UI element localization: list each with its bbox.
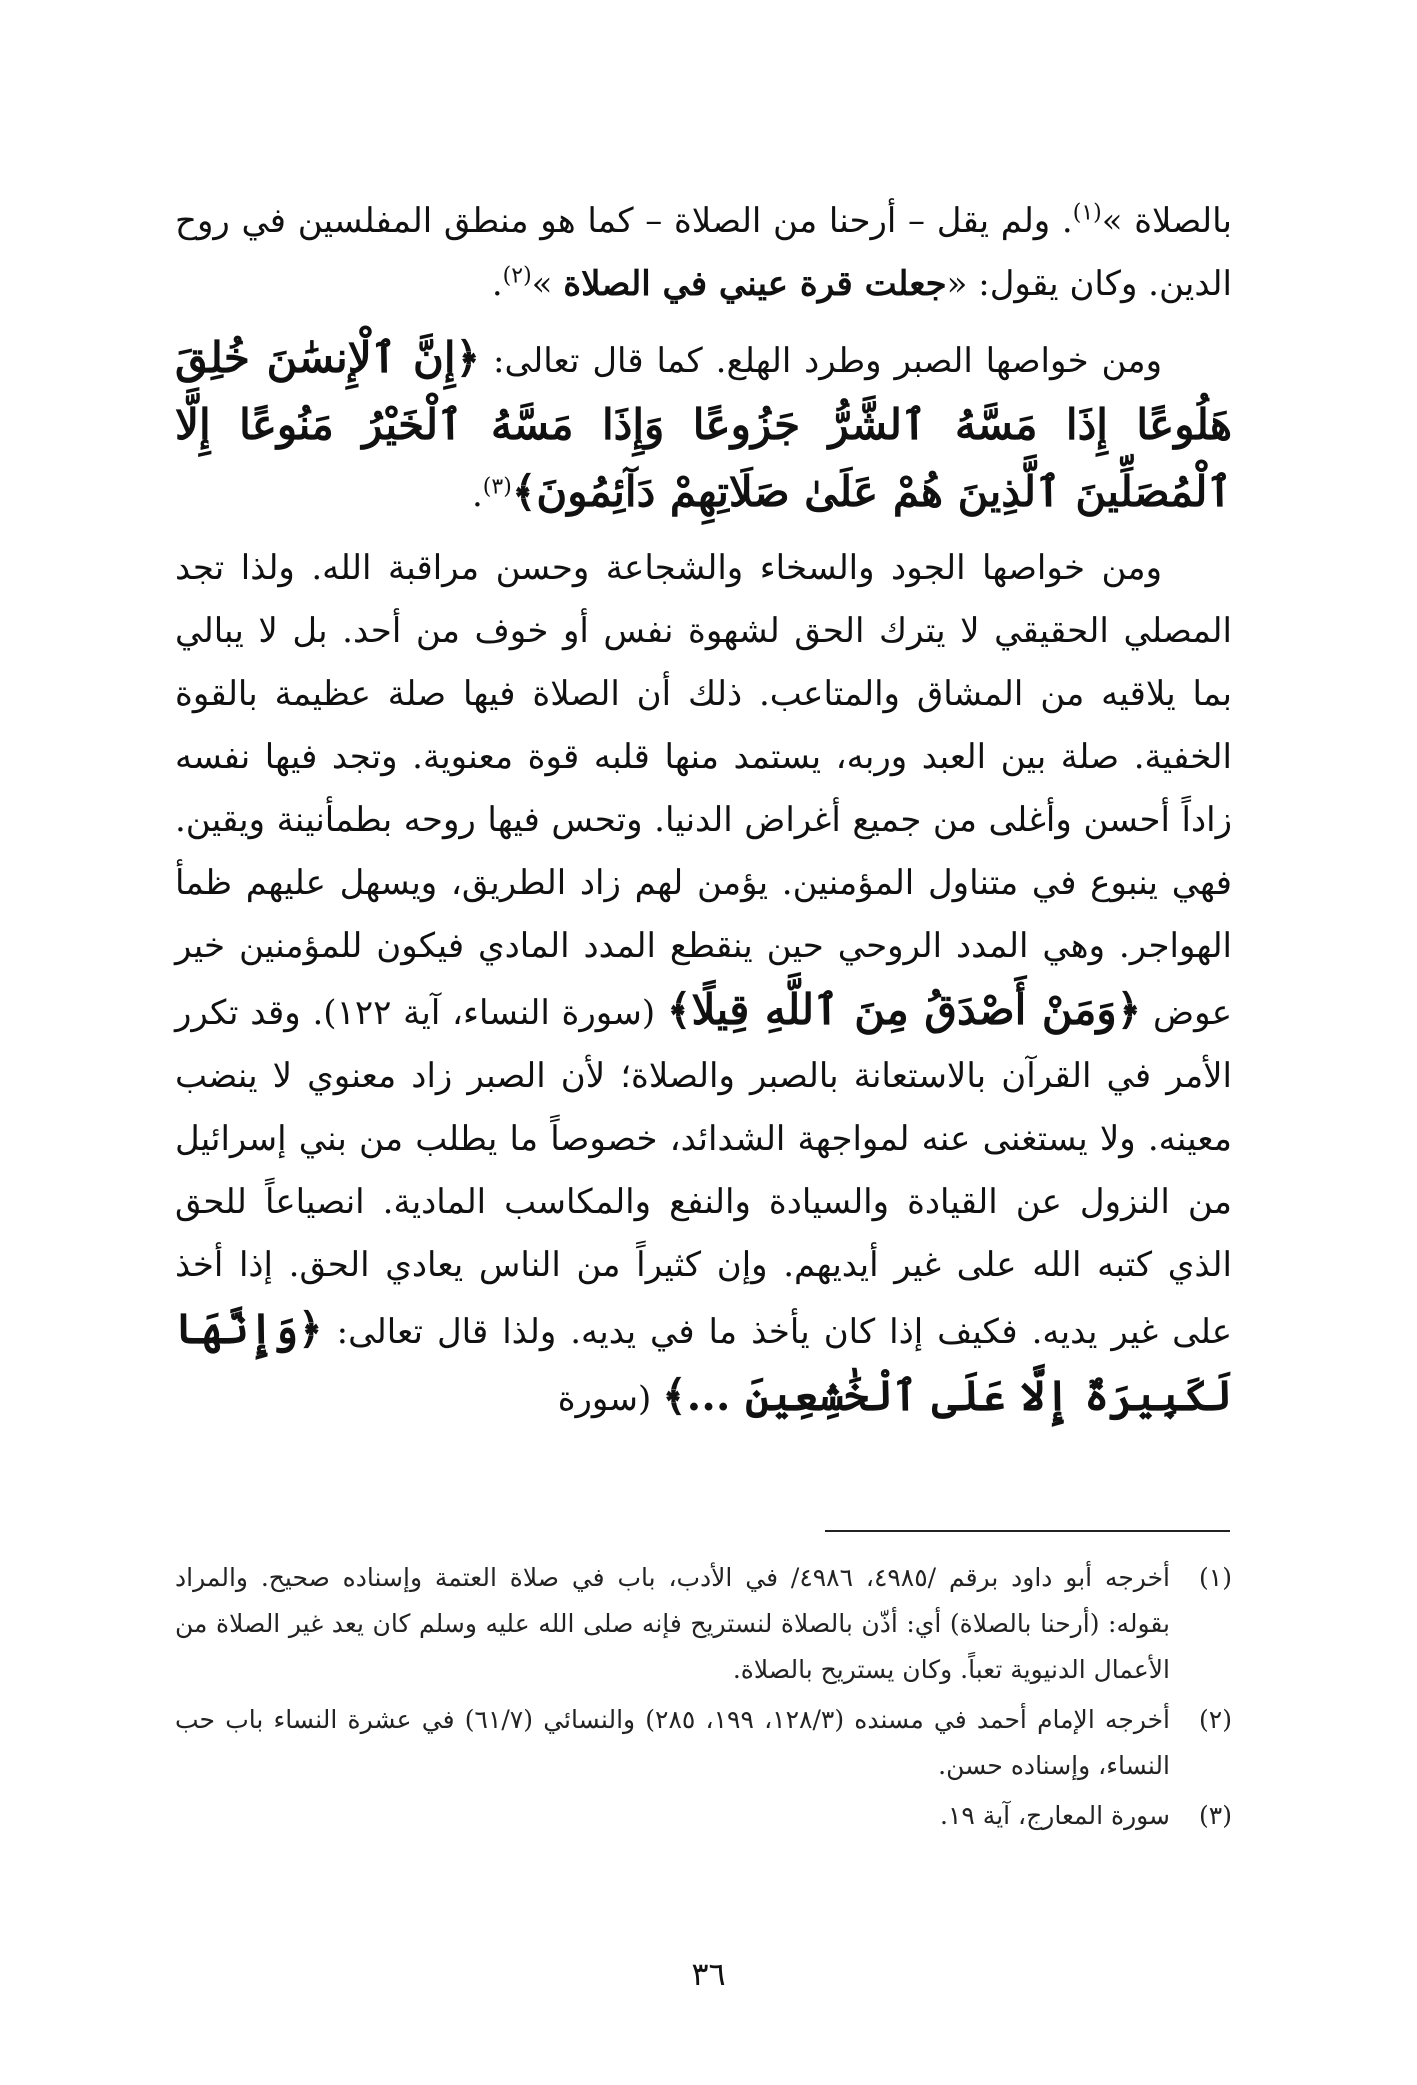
hadith-quote: جعلت قرة عيني في الصلاة — [563, 264, 947, 304]
footnote-separator — [825, 1530, 1230, 1532]
text-run: » — [531, 264, 564, 304]
footnote-text: أخرجه أبو داود برقم /٤٩٨٥، ٤٩٨٦/ في الأدب، باب في صلاة العتمة وإسناده صحيح. والمراد بقوله: (أرحنا بالصلاة) أي: أذّن بالصلاة لنستريح فإنه صلى الله عليه وسلم كان يعد غير الصلاة من الأعمال الدنيوية تعباً. وكان يستريح بالصلاة. — [175, 1563, 1170, 1684]
footnotes — [175, 1555, 1232, 1843]
text-run: . — [491, 264, 503, 304]
footnote-reference: (٣) — [482, 474, 512, 500]
text-run: . — [471, 475, 483, 515]
paragraph — [175, 537, 1232, 1431]
footnote-text: أخرجه الإمام أحمد في مسنده (١٢٨/٣، ١٩٩، ٢٨٥) والنسائي (٦١/٧) في عشرة النساء باب حب النساء، وإسناده حسن. — [175, 1705, 1171, 1780]
footnote-reference: (٢) — [502, 263, 532, 289]
quran-verse: ﴿إِنَّ ٱلْإِنسَٰنَ خُلِقَ هَلُوعًا إِذَا مَسَّهُ ٱلشَّرُّ جَزُوعًا وَإِذَا مَسَّهُ ٱلْخَيْرُ مَنُوعًا إِلَّا ٱلْمُصَلِّينَ ٱلَّذِينَ هُمْ عَلَىٰ صَلَاتِهِمْ دَآئِمُونَ﴾ — [175, 333, 1232, 516]
footnote-number: (٢) — [1199, 1705, 1232, 1734]
text-run: ومن خواصها الجود والسخاء والشجاعة وحسن مراقبة الله. ولذا تجد المصلي الحقيقي لا يترك الحق لشهوة نفس أو خوف من أحد. بل لا يبالي بما يلاقيه من المشاق والمتاعب. ذلك أن الصلاة فيها صلة عظيمة بالقوة الخفية. صلة بين العبد وربه، يستمد منها قلبه قوة معنوية. وتجد فيها نفسه زاداً أحسن وأغلى من جميع أغراض الدنيا. وتحس فيها روحه بطمأنينة ويقين. فهي ينبوع في متناول المؤمنين. يؤمن لهم زاد الطريق، ويسهل عليهم ظمأ الهواجر. وهي المدد الروحي حين ينقطع المدد المادي فيكون للمؤمنين خير عوض — [175, 548, 1233, 1033]
footnote-reference: (١) — [1072, 200, 1102, 226]
footnote — [175, 1793, 1232, 1839]
text-run: ومن خواصها الصبر وطرد الهلع. كما قال تعالى: — [480, 341, 1163, 381]
text-run: بالصلاة » — [1101, 201, 1232, 241]
paragraph — [175, 190, 1232, 316]
footnote — [175, 1697, 1232, 1789]
footnote — [175, 1555, 1232, 1693]
footnote-number: (١) — [1199, 1563, 1232, 1592]
text-run: (سورة النساء، آية ١٢٢). وقد تكرر الأمر في القرآن بالاستعانة بالصبر والصلاة؛ لأن الصبر زاد معنوي لا ينضب معينه. ولا يستغنى عنه لمواجهة الشدائد، خصوصاً ما يطلب من بني إسرائيل من النزول عن القيادة والسيادة والنفع والمكاسب المادية. انصياعاً للحق الذي كتبه الله على غير أيديهم. وإن كثيراً من الناس يعادي الحق. إذا أخذ على غير يديه. فكيف إذا كان يأخذ ما في يديه. ولذا قال تعالى: — [175, 993, 1232, 1352]
page-number: ٣٦ — [691, 1955, 726, 1993]
text-run: . ولم يقل – أرحنا من الصلاة – كما هو منطق المفلسين في روح الدين. وكان يقول: « — [175, 201, 1232, 304]
footnote-text: سورة المعارج، آية ١٩. — [940, 1801, 1170, 1830]
quran-verse: ﴿وَإِنَّهَا لَكَبِيرَةٌ إِلَّا عَلَى ٱلْخَٰشِعِينَ ...﴾ — [175, 1304, 1232, 1420]
text-run: (سورة — [557, 1379, 663, 1419]
quran-verse: ﴿وَمَنْ أَصْدَقُ مِنَ ٱللَّهِ قِيلًا﴾ — [666, 985, 1142, 1034]
body-text — [175, 190, 1232, 1431]
paragraph — [175, 326, 1232, 527]
footnote-number: (٣) — [1199, 1801, 1232, 1830]
